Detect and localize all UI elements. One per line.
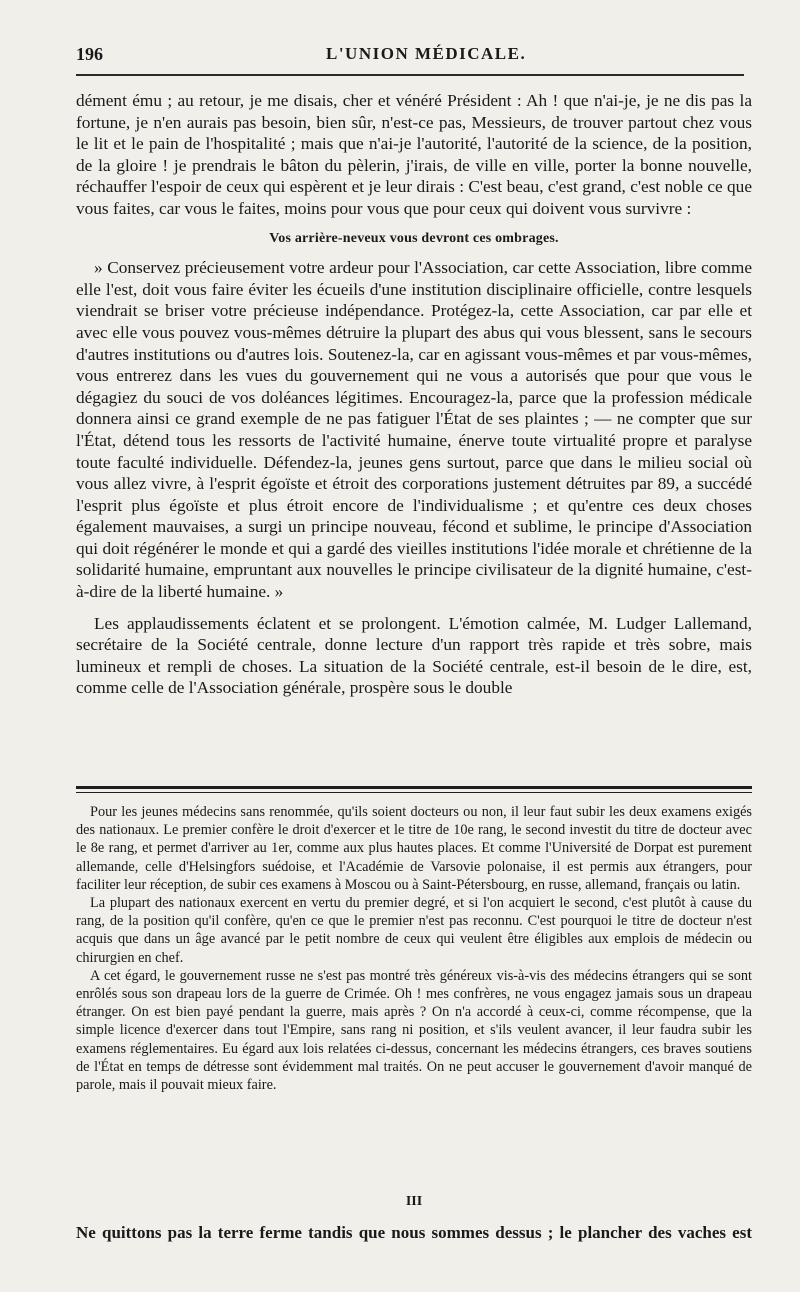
paragraph-continued: dément ému ; au retour, je me disais, cher et vénéré Président : Ah ! que n'ai-je, je ne dis pas la fortune, je n'en aurais pas besoin, bien sûr, n'est-ce pas, Messieurs, de trouver partout chez vous le lit et le pain de l'hospitalité ; mais que n'ai-je l'autorité, l'autorité de la science, de la position, de la gloire ! je prendrais le bâton du pèlerin, j'irais, de ville en ville, porter la bonne nouvelle, réchauffer l'espoir de ceux qui espèrent et je leur dirais : C'est beau, c'est grand, c'est noble ce que vous faites, car vous le faites, moins pour vous que pour ceux qui doivent vous survivre : [76, 91, 752, 218]
footnote-paragraph-3: A cet égard, le gouvernement russe ne s'est pas montré très généreux vis-à-vis des médecins étrangers qui se sont enrôlés sous son drapeau lors de la guerre de Crimée. Oh ! mes confrères, ne vous engagez jamais sous un drapeau étranger. On est bien payé pendant la guerre, mais après ? On n'a accordé à ceux-ci, comme récompense, que la simple licence d'exercer dans tout l'Empire, sans rang ni position, et s'ils veulent avancer, il leur faudra subir les examens réglementaires. Eu égard aux lois relatées ci-dessus, concernant les médecins étrangers, ces braves soutiens de l'État en temps de détresse sont évidemment mal traités. On ne peut accuser le gouvernement d'avoir manqué de parole, mais il pouvait mieux faire. [76, 967, 752, 1094]
paragraph-speech: » Conservez précieusement votre ardeur pour l'Association, car cette Association, libre comme elle l'est, doit vous faire éviter les écueils d'une institution disciplinaire officielle, contre lesquels viendrait se briser votre précieuse indépendance. Protégez-la, cette Association, car par elle et avec elle vous pouvez vous-mêmes détruire la plupart des abus qui vous blessent, sans le secours d'autres institutions ou d'autres lois. Soutenez-la, car en agissant vous-mêmes et par vous-mêmes, vous entrerez dans les vues du gouvernement qui ne vous a autorisés que pour que vous le dégagiez du souci de vos doléances légitimes. Encouragez-la, parce que la profession médicale donnera ainsi ce grand exemple de ne pas fatiguer l'État de ses plaintes ; — ne compter que sur l'État, détend tous les ressorts de l'activité humaine, énerve toute virtualité propre et paralyse toute faculté individuelle. Défendez-la, jeunes gens surtout, parce que dans le milieu social où vous allez vivre, à l'esprit égoïste et étroit des corporations justement détruites par 89, a succédé l'esprit plus égoïste et plus étroit encore de l'individualisme ; et qu'entre ces deux choses également mauvaises, a surgi un principe nouveau, fécond et sublime, le principe d'Association qui doit régénérer le monde et qui a gardé des vieilles institutions l'idée morale et chrétienne de la solidarité humaine, empruntant aux nouvelles le principe civilisateur de la dignité humaine, c'est-à-dire de la liberté humaine. » [76, 258, 752, 602]
verse-quote: Vos arrière-neveux vous devront ces ombrages. [269, 230, 559, 246]
footnote-paragraph-1: Pour les jeunes médecins sans renommée, qu'ils soient docteurs ou non, il leur faut subir les deux examens exigés des nationaux. Le premier confère le droit d'exercer et le titre de 10e rang, le second investit du titre de docteur avec le 8e rang, et permet d'arriver au 1er, comme aux plus hautes places. Et comme l'Université de Dorpat est purement allemande, celle d'Helsingfors suédoise, et l'Académie de Varsovie polonaise, il est permis aux étrangers, pour faciliter leur réception, de subir ces examens à Moscou ou à Saint-Pétersbourg, en russe, allemand, français ou latin. [76, 804, 752, 893]
paragraph-applause: Les applaudissements éclatent et se prolongent. L'émotion calmée, M. Ludger Lallemand, secrétaire de la Société centrale, donne lecture d'un rapport très rapide et très sobre, mais lumineux et rempli de choses. La situation de la Société centrale, est-il besoin de le dire, est, comme celle de l'Association générale, prospère sous le double [76, 613, 752, 698]
page-number: 196 [76, 44, 103, 64]
header-rule [76, 74, 744, 76]
running-title: L'UNION MÉDICALE. [326, 44, 527, 63]
footnote-block [76, 803, 752, 1094]
page-header [76, 44, 752, 70]
footnote-divider-thick [76, 786, 752, 789]
footnote-last-line: Ne quittons pas la terre ferme tandis que nous sommes dessus ; le plancher des vaches est [76, 1223, 752, 1242]
main-text [76, 90, 752, 699]
paragraph-gap [76, 603, 752, 613]
section-number: III [405, 1194, 423, 1209]
footnote-paragraph-2: La plupart des nationaux exercent en vertu du premier degré, et si l'on acquiert le second, c'est plutôt à cause du rang, de la position qu'il confère, qu'en ce que le premier n'est pas reconnu. C'est pourquoi le titre de docteur n'est acquis que dans un âge avancé par le petit nombre de ceux qui veulent être éligibles aux emplois de médecin ou chirurgien en chef. [76, 895, 752, 966]
footnote-divider-thin [76, 792, 752, 793]
